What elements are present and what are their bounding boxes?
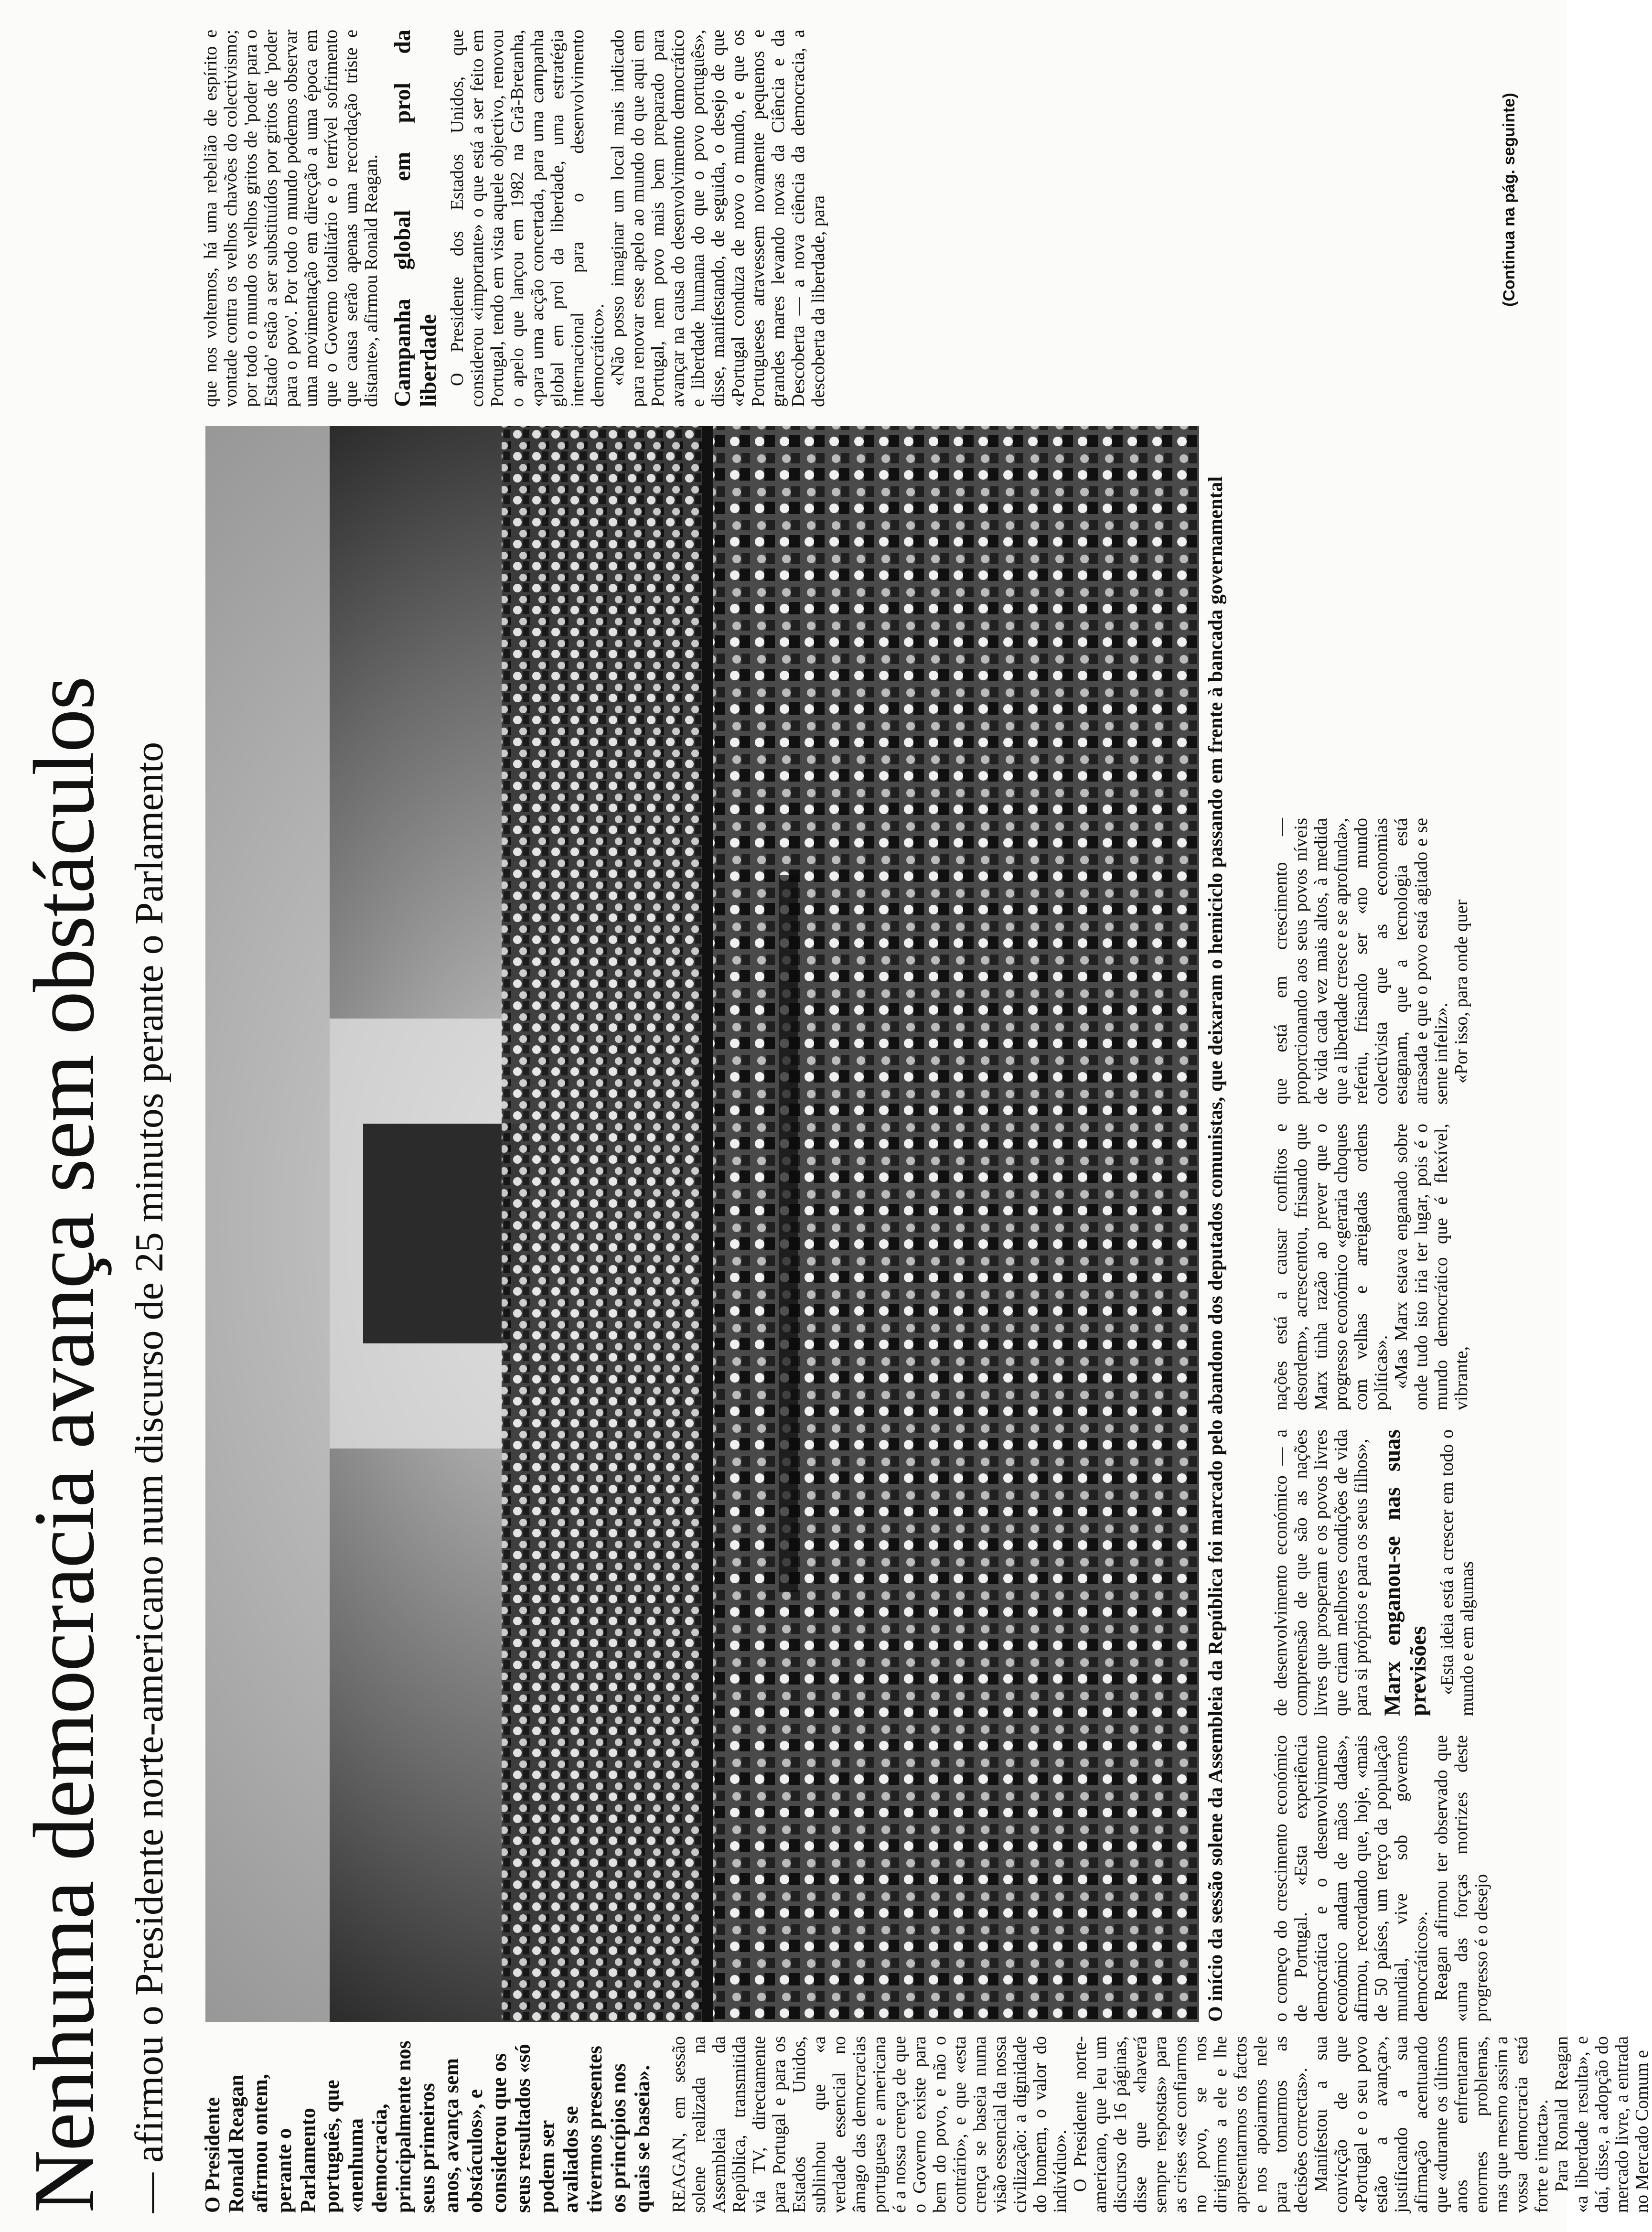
paragraph: «Esta ideia está a crescer em todo o mundo e em algumas (1437, 1429, 1477, 1716)
paragraph: O Presidente norte-americano, que leu um discurso de 16 páginas, disse que «haverá sempre respostas» para as crises «se confiarmos no povo, se nos dirigirmos a ele e lhe apresentarmos os factos e nos apoiarmos nele para tomarmos as decisões correctas». (1070, 2036, 1311, 2213)
section-heading: Campanha global em prol da liberdade (390, 30, 441, 407)
column-6 (201, 30, 1491, 407)
paragraph: de desenvolvimento económico — a compreensão de que são as nações livres que prosperam e os povos livres que criam melhores condições de vida para si próprios e para os seus filhos», (1271, 1429, 1371, 1716)
photo-caption: O início da sessão solene da Assembleia da República foi marcado pelo abandono dos deputados comunistas, que deixaram o hemiciclo passando em frente à bancada governamental (1205, 476, 1227, 2022)
column-2 (1271, 1735, 1538, 2022)
column-4 (1271, 1124, 1538, 1410)
parliament-photo-image (205, 426, 1199, 2022)
paragraph: REAGAN, em sessão solene realizada na Assembleia da República, transmitida via TV, directamente para Portugal e para os Estados Unidos, sublinhou que «a verdade essencial no âmago das democracias portuguesa e americana é a nossa crença de que o Governo existe para bem do povo, e não o contrário», e que «esta crença se baseia numa visão essencial da nossa civilização: a dignidade do homem, o valor do indivíduo». (669, 2036, 1070, 2213)
paragraph: o começo do crescimento económico de Portugal. «Esta experiência democrática e o desenvolvimento económico andam de mãos dadas», afirmou, recordando que, hoje, «mais de 50 países, um terço da população mundial, vive sob governos democráticos». (1271, 1735, 1431, 2022)
section-heading: Marx enganou-se nas suas previsões (1380, 1429, 1431, 1716)
headline: Nenhuma democracia avança sem obstáculos (16, 677, 112, 2213)
paragraph: Manifestou a sua convicção de que «Portugal e o seu povo estão a avançar», justificando a sua afirmação acentuando que «durante os últimos anos enfrentaram enormes problemas, mas que mesmo assim a vossa democracia está forte e intacta». (1311, 2036, 1552, 2213)
paragraph: O Presidente dos Estados Unidos, que considerou «importante» o que está a ser feito em Portugal, tendo em vista aquele objectivo, renovou o apelo que lançou em 1982 na Grã-Bretanha, «para uma acção concertada, para uma campanha global em prol da liberdade, uma estratégia internacional para o desenvolvimento democrático». (447, 30, 608, 407)
column-3 (1271, 1429, 1538, 1716)
column-1 (669, 2036, 1652, 2213)
paragraph: Para Ronald Reagan «a liberdade resulta», e daí, disse, a adopção do mercado livre, a entrada no Mercado Comum e (1552, 2036, 1652, 2213)
column-5 (1271, 818, 1538, 1105)
continued-note: (Continua na pág. seguinte) (1500, 93, 1518, 307)
paragraph: Reagan afirmou ter observado que «uma das forças motrizes deste progresso é o desejo (1431, 1735, 1491, 2022)
paragraph: «Mas Marx estava enganado sobre onde tudo isto iria ter lugar, pois é o mundo democrático que é flexível, vibrante, (1391, 1124, 1471, 1410)
paragraph: nações está a causar conflitos e desordem», acrescentou, frisando que Marx tinha razão ao prever que o progresso económico «geraria choques com velhas e arreigadas ordens políticas». (1271, 1124, 1391, 1410)
paragraph: que nos voltemos, há uma rebelião de espírito e vontade contra os velhos chavões do colectivismo; por todo o mundo os velhos gritos de 'poder para o Estado' estão a ser substituídos por gritos de 'poder para o povo'. Por todo o mundo podemos observar uma movimentação em direcção a uma época em que o Governo totalitário e o terrível sofrimento que causa serão apenas uma recordação triste e distante», afirmou Ronald Reagan. (201, 30, 381, 407)
lead-column (201, 2036, 1652, 2213)
paragraph: que está em crescimento — proporcionando aos seus povos níveis de vida cada vez mais altos, à medida que a liberdade cresce e se aprofunda», referiu, frisando ser «no mundo colectivista que as economias estagnam, que a tecnologia está atrasada e que o povo está agitado e se sente infeliz». (1271, 818, 1451, 1105)
subheadline: — afirmou o Presidente norte-americano num discurso de 25 minutos perante o Parlamento (127, 741, 172, 2213)
lead-paragraph: O Presidente Ronald Reagan afirmou ontem, perante o Parlamento português, que «nenhuma democracia, principalmente nos seus primeiros anos, avança sem obstáculos», e considerou que os seus resultados «só podem ser avaliados se tivermos presentes os princípios nos quais se baseia». (201, 2040, 654, 2213)
paragraph: «Por isso, para onde quer (1451, 899, 1471, 1084)
parliament-photo (205, 426, 1199, 2022)
paragraph: «Não posso imaginar um local mais indicado para renovar esse apelo ao mundo do que aqui em Portugal, nem povo mais bem preparado para avançar na causa do desenvolvimento democrático e liberdade humana do que o povo português», disse, manifestando, de seguida, o desejo de que «Portugal conduza de novo o mundo, e que os Portugueses atravessem novamente pequenos e grandes mares levando novas da Ciência e da Descoberta — a nova ciência da democracia, a descoberta da liberdade, para (608, 30, 828, 407)
